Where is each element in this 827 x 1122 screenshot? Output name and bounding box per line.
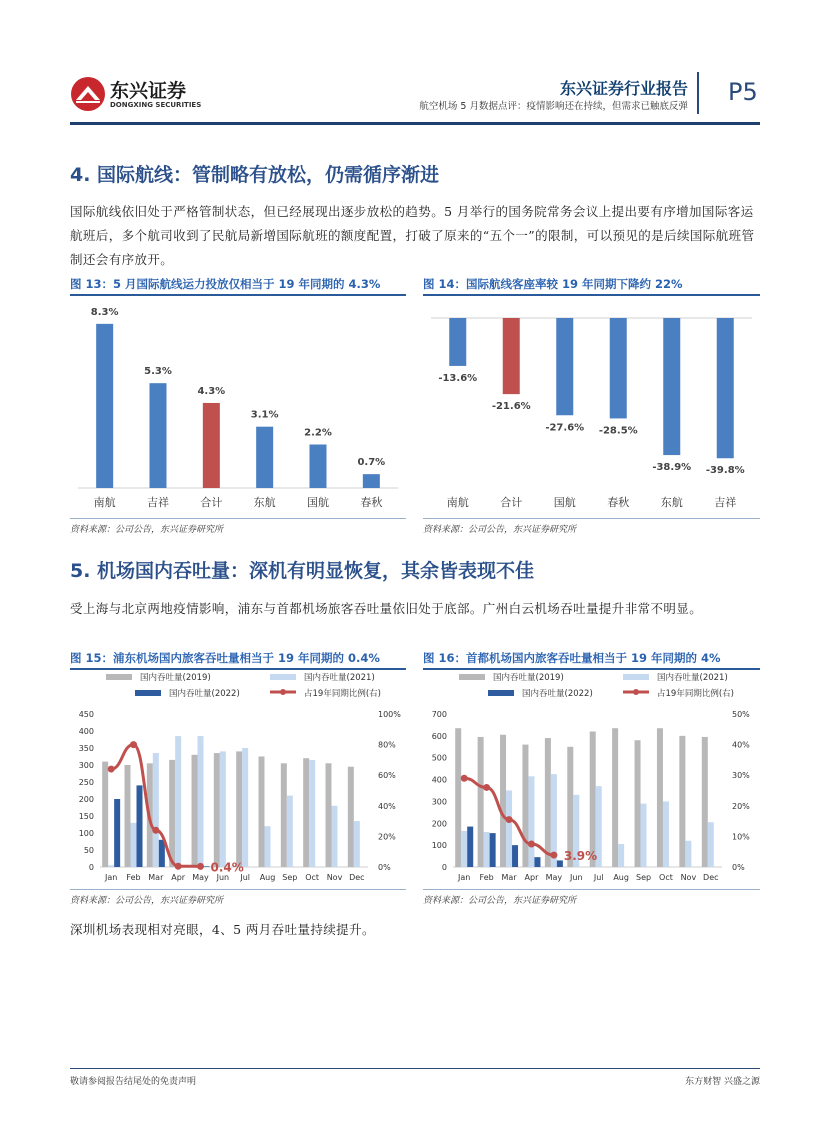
footer-slogan: 东方财智 兴盛之源 (685, 1077, 760, 1087)
bar (281, 763, 287, 867)
bar (663, 318, 680, 455)
category-label: 东航 (660, 496, 683, 509)
legend-swatch (459, 674, 485, 680)
bar (556, 318, 573, 415)
category-label: 吉祥 (714, 496, 737, 509)
ratio-marker (506, 816, 513, 823)
data-label: 3.1% (250, 409, 279, 421)
bar (534, 857, 540, 867)
data-label: -27.6% (545, 422, 585, 434)
y-tick-label: 400 (431, 775, 447, 785)
data-label: 4.3% (197, 385, 226, 397)
y2-tick-label: 40% (732, 740, 750, 750)
x-tick-label: Oct (305, 873, 320, 882)
fig15-source: 资料来源：公司公告，东兴证券研究所 (70, 896, 224, 906)
y2-tick-label: 40% (378, 801, 396, 811)
x-tick-label: Feb (126, 873, 141, 882)
ratio-marker (130, 741, 137, 748)
logo-en-text: DONGXING SECURITIES (110, 101, 202, 109)
footer-rule (70, 1068, 760, 1069)
bar (220, 751, 226, 867)
data-label: -21.6% (491, 401, 531, 413)
bar (557, 860, 563, 867)
section4-paragraph: 国际航线依旧处于严格管制状态，但已经展现出逐步放松的趋势。5 月举行的国务院常务会议上提出要有序增加国际客运航班后，多个航司收到了民航局新增国际航班的额度配置，打破了原来的“五个一”的限制，可以预见的是后续国际航班管制还会有序放开。 (70, 204, 755, 267)
data-label: 0.7% (357, 457, 386, 469)
y-tick-label: 350 (78, 744, 94, 753)
fig14-source-rule (423, 518, 760, 519)
x-tick-label: Jan (104, 873, 118, 882)
x-tick-label: Sep (636, 873, 652, 882)
y-tick-label: 300 (431, 797, 447, 807)
ratio-marker (461, 775, 468, 782)
y2-tick-label: 50% (732, 710, 750, 719)
bar (259, 757, 265, 868)
ratio-marker (175, 863, 182, 870)
bar (137, 785, 143, 867)
y-tick-label: 300 (78, 761, 94, 770)
fig14-title: 图 14：国际航线客座率较 19 年同期下降约 22% (423, 277, 683, 291)
x-tick-label: Jun (570, 873, 583, 882)
data-label: -13.6% (438, 372, 478, 384)
bar (708, 822, 714, 867)
bar (303, 758, 309, 867)
category-label: 春秋 (607, 496, 630, 509)
bar (702, 737, 708, 867)
legend-label: 占19年同期比例(右) (304, 689, 381, 699)
fig14-title-rule (423, 294, 760, 296)
category-label: 国航 (553, 496, 576, 509)
bar (114, 799, 120, 867)
fig16-chart (423, 670, 760, 888)
category-label: 国航 (307, 496, 329, 509)
section5-heading: 5. 机场国内吞吐量：深机有明显恢复，其余皆表现不佳 (70, 560, 535, 582)
x-tick-label: Aug (259, 873, 276, 882)
company-logo (70, 76, 200, 112)
fig16-source-rule (423, 889, 760, 890)
fig13-chart (70, 298, 406, 518)
annotation-label: 0.4% (210, 860, 244, 875)
y2-tick-label: 80% (378, 740, 396, 750)
bar (685, 841, 691, 867)
data-label: 8.3% (90, 306, 119, 318)
bar (108, 865, 114, 867)
bar (150, 383, 167, 488)
footer-disclaimer: 敬请参阅报告结尾处的免责声明 (70, 1077, 197, 1087)
bar (612, 728, 618, 867)
bar (363, 474, 380, 488)
x-tick-label: Aug (613, 873, 629, 882)
report-title: 东兴证券行业报告 (559, 79, 688, 98)
bar (125, 765, 131, 867)
data-label: -38.9% (652, 462, 692, 474)
bar (287, 796, 293, 867)
x-tick-label: Apr (171, 873, 186, 882)
bar (461, 831, 467, 867)
bar (528, 776, 534, 867)
bar (610, 318, 627, 418)
y-tick-label: 400 (78, 727, 94, 736)
ratio-marker (152, 827, 159, 834)
x-tick-label: Oct (659, 873, 673, 882)
bar (214, 753, 220, 867)
bar (484, 832, 490, 867)
bar (354, 821, 360, 867)
bar (478, 737, 484, 867)
bar (332, 806, 338, 867)
category-label: 吉祥 (147, 496, 169, 509)
x-tick-label: Dec (349, 873, 365, 882)
bar (449, 318, 466, 366)
y-tick-label: 50 (83, 846, 94, 855)
bar (348, 767, 354, 867)
x-tick-label: Nov (326, 873, 343, 882)
bar (506, 791, 512, 868)
y-tick-label: 200 (431, 819, 447, 829)
bar (717, 318, 734, 458)
y-tick-label: 100 (78, 829, 94, 838)
bar (242, 748, 248, 867)
section5-paragraph: 受上海与北京两地疫情影响，浦东与首都机场旅客吞吐量依旧处于底部。广州白云机场吞吐量提升非常不明显。 (70, 601, 703, 616)
bar (175, 736, 181, 867)
x-tick-label: Dec (703, 873, 719, 882)
bar (309, 760, 315, 867)
header-divider-vertical (697, 72, 699, 114)
bar (159, 840, 165, 867)
bar (657, 728, 663, 867)
bar (153, 753, 159, 867)
y2-tick-label: 0% (378, 863, 391, 872)
bar (641, 804, 647, 867)
legend-swatch (106, 674, 132, 680)
bar (618, 844, 624, 867)
bar (326, 763, 332, 867)
y-tick-label: 200 (78, 795, 94, 804)
y-tick-label: 250 (78, 778, 94, 787)
y2-tick-label: 10% (732, 832, 750, 842)
bar (96, 324, 113, 488)
fig16-title: 图 16：首都机场国内旅客吞吐量相当于 19 年同期的 4% (423, 651, 721, 665)
legend-swatch (488, 690, 514, 696)
section4-heading: 4. 国际航线：管制略有放松，仍需循序渐进 (70, 164, 440, 186)
bar (590, 731, 596, 867)
category-label: 合计 (200, 496, 223, 509)
legend-label: 国内吞吐量(2021) (304, 673, 375, 683)
fig15-source-rule (70, 889, 406, 890)
bar (265, 826, 271, 867)
bar (236, 751, 242, 867)
x-tick-label: Jan (458, 873, 471, 882)
y2-tick-label: 30% (732, 771, 750, 781)
x-tick-label: Nov (680, 873, 697, 882)
y-tick-label: 450 (78, 710, 94, 719)
fig14-chart (423, 298, 760, 518)
category-label: 东航 (253, 496, 276, 509)
fig15-chart (70, 670, 406, 888)
x-tick-label: Jul (240, 873, 250, 882)
data-label: -39.8% (705, 465, 745, 477)
y-tick-label: 500 (431, 753, 447, 763)
annotation-label: 3.9% (563, 849, 598, 864)
y2-tick-label: 20% (732, 801, 750, 811)
bar (198, 736, 204, 867)
fig15-title: 图 15：浦东机场国内旅客吞吐量相当于 19 年同期的 0.4% (70, 651, 380, 665)
x-tick-label: Sep (282, 873, 298, 882)
bar (490, 833, 496, 867)
bar (679, 736, 685, 867)
header-rule (70, 122, 760, 125)
data-label: -28.5% (598, 425, 638, 437)
x-tick-label: Jul (593, 873, 604, 882)
bar (522, 745, 528, 867)
x-tick-label: Jun (216, 873, 230, 882)
category-label: 春秋 (360, 496, 383, 509)
legend-swatch (623, 674, 649, 680)
ratio-marker (550, 852, 557, 859)
logo-cn-text: 东兴证券 (110, 80, 187, 102)
bar (310, 444, 327, 488)
category-label: 南航 (446, 496, 469, 509)
section5-paragraph2: 深圳机场表现相对亮眼，4、5 两月吞吐量持续提升。 (70, 922, 375, 937)
legend-label: 占19年同期比例(右) (657, 689, 734, 699)
bar (545, 738, 551, 867)
fig13-title: 图 13：5 月国际航线运力投放仅相当于 19 年同期的 4.3% (70, 277, 381, 291)
category-label: 南航 (93, 496, 116, 509)
ratio-marker (197, 863, 204, 870)
bar (512, 845, 518, 867)
y-tick-label: 0 (441, 863, 447, 872)
y2-tick-label: 20% (378, 832, 396, 842)
x-tick-label: May (545, 873, 563, 882)
y-tick-label: 700 (431, 710, 447, 719)
bar (256, 427, 273, 488)
bar (192, 755, 198, 867)
y-tick-label: 100 (431, 841, 447, 851)
bar (131, 823, 137, 867)
bar (203, 403, 220, 488)
x-tick-label: May (192, 873, 209, 882)
bar (204, 866, 210, 867)
bar (500, 735, 506, 867)
report-subtitle: 航空机场 5 月数据点评：疫情影响还在持续，但需求已触底反弹 (419, 101, 688, 112)
legend-marker (280, 689, 286, 695)
legend-label: 国内吞吐量(2019) (493, 673, 564, 683)
legend-label: 国内吞吐量(2022) (522, 689, 593, 699)
data-label: 5.3% (144, 366, 172, 378)
legend-swatch (270, 674, 296, 680)
data-label: 2.2% (304, 427, 332, 439)
fig13-source-rule (70, 518, 406, 519)
fig16-source: 资料来源：公司公告，东兴证券研究所 (423, 896, 577, 906)
bar (663, 801, 669, 867)
legend-label: 国内吞吐量(2019) (140, 673, 211, 683)
y2-tick-label: 60% (378, 771, 396, 781)
x-tick-label: Mar (501, 873, 517, 882)
y2-tick-label: 0% (732, 863, 745, 872)
bar (635, 740, 641, 867)
fig13-source: 资料来源：公司公告，东兴证券研究所 (70, 525, 224, 535)
legend-marker (633, 689, 639, 695)
logo-mark-icon (70, 76, 106, 112)
ratio-marker (483, 784, 490, 791)
bar (102, 762, 108, 867)
fig14-source: 资料来源：公司公告，东兴证券研究所 (423, 525, 577, 535)
legend-swatch (135, 690, 161, 696)
y2-tick-label: 100% (378, 710, 401, 719)
y-tick-label: 150 (78, 812, 94, 821)
y-tick-label: 600 (431, 731, 447, 741)
bar (455, 728, 461, 867)
legend-label: 国内吞吐量(2022) (169, 689, 240, 699)
x-tick-label: Apr (524, 873, 539, 882)
fig13-title-rule (70, 294, 406, 296)
x-tick-label: Feb (479, 873, 494, 882)
x-tick-label: Mar (148, 873, 164, 882)
bar (467, 827, 473, 867)
ratio-marker (108, 766, 115, 773)
ratio-marker (528, 841, 535, 848)
legend-label: 国内吞吐量(2021) (657, 673, 728, 683)
y-tick-label: 0 (88, 863, 94, 872)
category-label: 合计 (500, 496, 523, 509)
bar (169, 760, 175, 867)
page-number: P5 (728, 78, 758, 106)
bar (503, 318, 520, 394)
